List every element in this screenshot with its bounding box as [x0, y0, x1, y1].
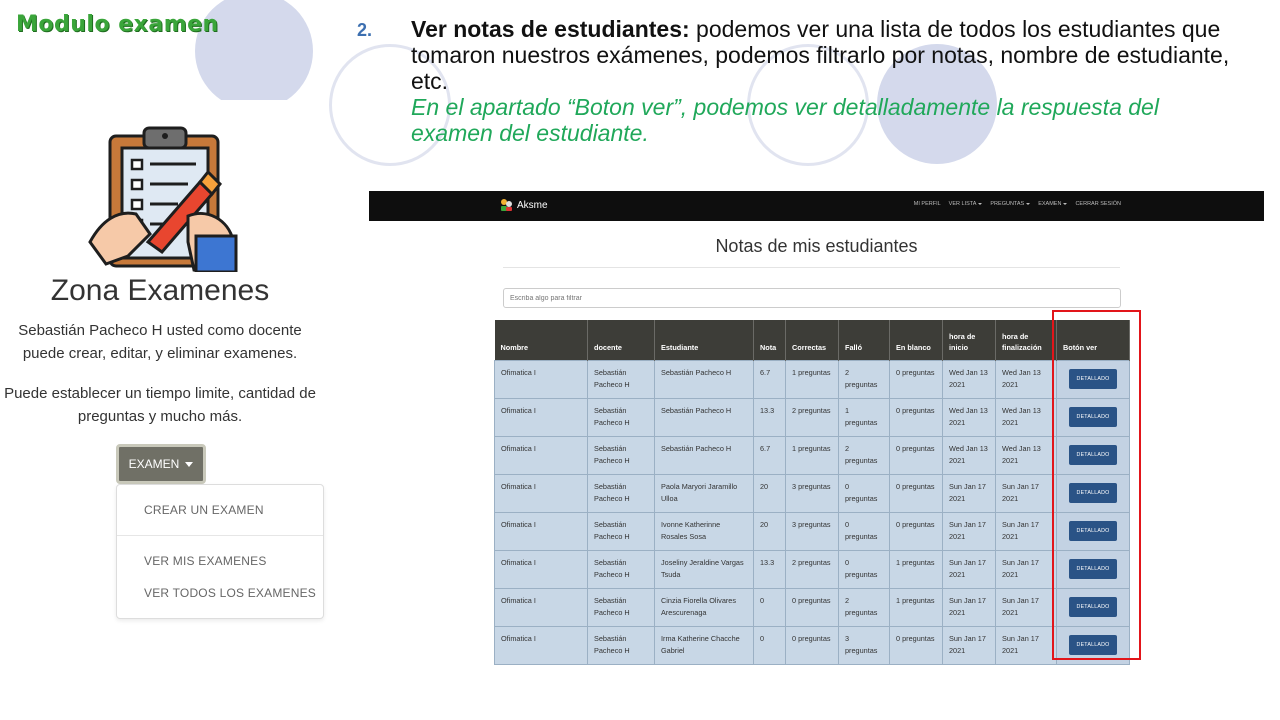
zone-description: Sebastián Pacheco H usted como docente puede crear, editar, y eliminar examenes.: [18, 322, 302, 362]
cell-nota: 6.7: [754, 360, 786, 398]
zone-title: Zona Examenes: [50, 274, 270, 307]
cell-fin: Wed Jan 13 2021: [996, 360, 1057, 398]
table-row: [495, 360, 1130, 398]
cell-fin: Sun Jan 17 2021: [996, 474, 1057, 512]
column-header-estudiante[interactable]: Estudiante: [655, 320, 754, 360]
cell-fallo: 3 preguntas: [839, 626, 890, 664]
menu-item-my-exams[interactable]: VER MIS EXAMENES: [144, 554, 267, 568]
cell-correctas: 1 preguntas: [786, 436, 839, 474]
cell-nombre: Ofimatica I: [495, 626, 588, 664]
zone-description-extra: Puede establecer un tiempo limite, cantidad de preguntas y mucho más.: [4, 385, 316, 425]
exam-dropdown-menu: [116, 484, 324, 619]
cell-fallo: 2 preguntas: [839, 360, 890, 398]
cell-inicio: Sun Jan 17 2021: [943, 512, 996, 550]
nav-label: EXAMEN: [1038, 201, 1062, 207]
cell-docente: Sebastián Pacheco H: [588, 512, 655, 550]
cell-blanco: 1 preguntas: [890, 550, 943, 588]
cell-inicio: Sun Jan 17 2021: [943, 550, 996, 588]
step-heading: Ver notas de estudiantes:: [411, 16, 690, 42]
cell-fin: Sun Jan 17 2021: [996, 512, 1057, 550]
cell-inicio: Wed Jan 13 2021: [943, 398, 996, 436]
cell-nota: 20: [754, 474, 786, 512]
cell-nota: 20: [754, 512, 786, 550]
cell-fallo: 2 preguntas: [839, 588, 890, 626]
menu-item-all-exams[interactable]: VER TODOS LOS EXAMENES: [144, 586, 317, 600]
column-header-correctas[interactable]: Correctas: [786, 320, 839, 360]
highlight-box: [1052, 310, 1141, 660]
cell-correctas: 2 preguntas: [786, 550, 839, 588]
detallado-button[interactable]: DETALLADO: [1069, 445, 1117, 465]
cell-correctas: 3 preguntas: [786, 512, 839, 550]
cell-nombre: Ofimatica I: [495, 588, 588, 626]
cell-nombre: Ofimatica I: [495, 474, 588, 512]
cell-docente: Sebastián Pacheco H: [588, 550, 655, 588]
menu-item-create-exam[interactable]: CREAR UN EXAMEN: [144, 503, 264, 517]
detallado-button[interactable]: DETALLADO: [1069, 483, 1117, 503]
cell-blanco: 0 preguntas: [890, 360, 943, 398]
detallado-button[interactable]: DETALLADO: [1069, 369, 1117, 389]
cell-correctas: 3 preguntas: [786, 474, 839, 512]
cell-estudiante: Sebastián Pacheco H: [655, 398, 754, 436]
nav-label: MI PERFIL: [913, 201, 941, 207]
cell-fallo: 1 preguntas: [839, 398, 890, 436]
table-row: [495, 474, 1130, 512]
nav-mi-perfil[interactable]: [914, 201, 941, 207]
navbar: [369, 191, 1264, 221]
divider: [503, 267, 1120, 268]
table-row: [495, 626, 1130, 664]
cell-correctas: 1 preguntas: [786, 360, 839, 398]
cell-fallo: 2 preguntas: [839, 436, 890, 474]
cell-nota: 13.3: [754, 398, 786, 436]
cell-docente: Sebastián Pacheco H: [588, 398, 655, 436]
cell-estudiante: Cinzia Fiorella Olivares Arescurenaga: [655, 588, 754, 626]
column-header-en-blanco[interactable]: En blanco: [890, 320, 943, 360]
column-header-nombre[interactable]: Nombre: [495, 320, 588, 360]
cell-blanco: 1 preguntas: [890, 588, 943, 626]
nav-preguntas[interactable]: [990, 201, 1030, 207]
caret-down-icon: [978, 203, 982, 205]
cell-fin: Wed Jan 13 2021: [996, 398, 1057, 436]
table-row: [495, 588, 1130, 626]
cell-inicio: Wed Jan 13 2021: [943, 436, 996, 474]
page-title: Notas de mis estudiantes: [715, 236, 918, 256]
nav-label: VER LISTA: [948, 201, 977, 207]
cell-nombre: Ofimatica I: [495, 436, 588, 474]
brand-logo-icon: [499, 198, 513, 212]
cell-docente: Sebastián Pacheco H: [588, 474, 655, 512]
grades-table: [494, 320, 1130, 665]
cell-estudiante: Ivonne Katherinne Rosales Sosa: [655, 512, 754, 550]
nav-examen[interactable]: [1038, 201, 1067, 207]
cell-docente: Sebastián Pacheco H: [588, 588, 655, 626]
step-note: En el apartado “Boton ver”, podemos ver detalladamente la respuesta del examen del estudiante.: [411, 94, 1159, 146]
step-body: podemos ver una lista de todos los estudiantes que tomaron nuestros exámenes, podemos filtrarlo por notas, nombre de estudiante, etc.: [411, 16, 1230, 94]
menu-divider: [117, 535, 323, 536]
brand-name: Aksme: [517, 199, 548, 211]
cell-estudiante: Irma Katherine Chacche Gabriel: [655, 626, 754, 664]
cell-estudiante: Sebastián Pacheco H: [655, 436, 754, 474]
cell-blanco: 0 preguntas: [890, 474, 943, 512]
cell-nombre: Ofimatica I: [495, 398, 588, 436]
detallado-button[interactable]: DETALLADO: [1069, 521, 1117, 541]
cell-fin: Sun Jan 17 2021: [996, 626, 1057, 664]
slide-title: Modulo examen: [16, 12, 219, 37]
detallado-button[interactable]: DETALLADO: [1069, 597, 1117, 617]
filter-input[interactable]: [503, 288, 1121, 308]
cell-docente: Sebastián Pacheco H: [588, 436, 655, 474]
cell-nota: 0: [754, 626, 786, 664]
cell-estudiante: Sebastián Pacheco H: [655, 360, 754, 398]
caret-down-icon: [1063, 203, 1067, 205]
nav-label: PREGUNTAS: [990, 201, 1025, 207]
detallado-button[interactable]: DETALLADO: [1069, 559, 1117, 579]
cell-correctas: 2 preguntas: [786, 398, 839, 436]
cell-fin: Sun Jan 17 2021: [996, 588, 1057, 626]
column-header-hora-fin[interactable]: hora de finalización: [996, 320, 1057, 360]
cell-inicio: Sun Jan 17 2021: [943, 626, 996, 664]
cell-nombre: Ofimatica I: [495, 512, 588, 550]
caret-down-icon: [1026, 203, 1030, 205]
cell-blanco: 0 preguntas: [890, 398, 943, 436]
exam-button-label: EXAMEN: [128, 457, 180, 471]
cell-docente: Sebastián Pacheco H: [588, 626, 655, 664]
table-header-row: [495, 320, 1130, 360]
nav-label: CERRAR SESIÓN: [1075, 201, 1121, 207]
nav-menu: [914, 201, 1121, 207]
cell-fallo: 0 preguntas: [839, 550, 890, 588]
caret-down-icon: [185, 462, 193, 467]
cell-docente: Sebastián Pacheco H: [588, 360, 655, 398]
column-header-boton-ver: Botón ver: [1057, 320, 1130, 360]
cell-estudiante: Paola Maryori Jaramillo Ulloa: [655, 474, 754, 512]
nav-ver-lista[interactable]: [949, 201, 983, 207]
step-description: [411, 16, 1231, 146]
cell-fin: Wed Jan 13 2021: [996, 436, 1057, 474]
detallado-button[interactable]: DETALLADO: [1069, 635, 1117, 655]
cell-fin: Sun Jan 17 2021: [996, 550, 1057, 588]
cell-fallo: 0 preguntas: [839, 512, 890, 550]
step-number: 2.: [357, 20, 373, 40]
cell-inicio: Sun Jan 17 2021: [943, 474, 996, 512]
table-row: [495, 550, 1130, 588]
column-header-docente[interactable]: docente: [588, 320, 655, 360]
cell-nota: 0: [754, 588, 786, 626]
cell-blanco: 0 preguntas: [890, 512, 943, 550]
cell-inicio: Sun Jan 17 2021: [943, 588, 996, 626]
cell-nota: 13.3: [754, 550, 786, 588]
exam-dropdown-button[interactable]: [116, 444, 206, 484]
brand[interactable]: [499, 198, 548, 212]
cell-estudiante: Joseliny Jeraldine Vargas Tsuda: [655, 550, 754, 588]
cell-inicio: Wed Jan 13 2021: [943, 360, 996, 398]
cell-correctas: 0 preguntas: [786, 626, 839, 664]
clipboard-checklist-icon: [88, 124, 238, 272]
column-header-fallo[interactable]: Falló: [839, 320, 890, 360]
column-header-hora-inicio[interactable]: hora de inicio: [943, 320, 996, 360]
column-header-nota[interactable]: Nota: [754, 320, 786, 360]
cell-blanco: 0 preguntas: [890, 436, 943, 474]
table-row: [495, 436, 1130, 474]
detallado-button[interactable]: DETALLADO: [1069, 407, 1117, 427]
cell-nombre: Ofimatica I: [495, 360, 588, 398]
cell-fallo: 0 preguntas: [839, 474, 890, 512]
table-row: [495, 512, 1130, 550]
cell-nombre: Ofimatica I: [495, 550, 588, 588]
cell-nota: 6.7: [754, 436, 786, 474]
cell-correctas: 0 preguntas: [786, 588, 839, 626]
table-row: [495, 398, 1130, 436]
cell-blanco: 0 preguntas: [890, 626, 943, 664]
nav-cerrar-sesion[interactable]: [1075, 201, 1121, 207]
